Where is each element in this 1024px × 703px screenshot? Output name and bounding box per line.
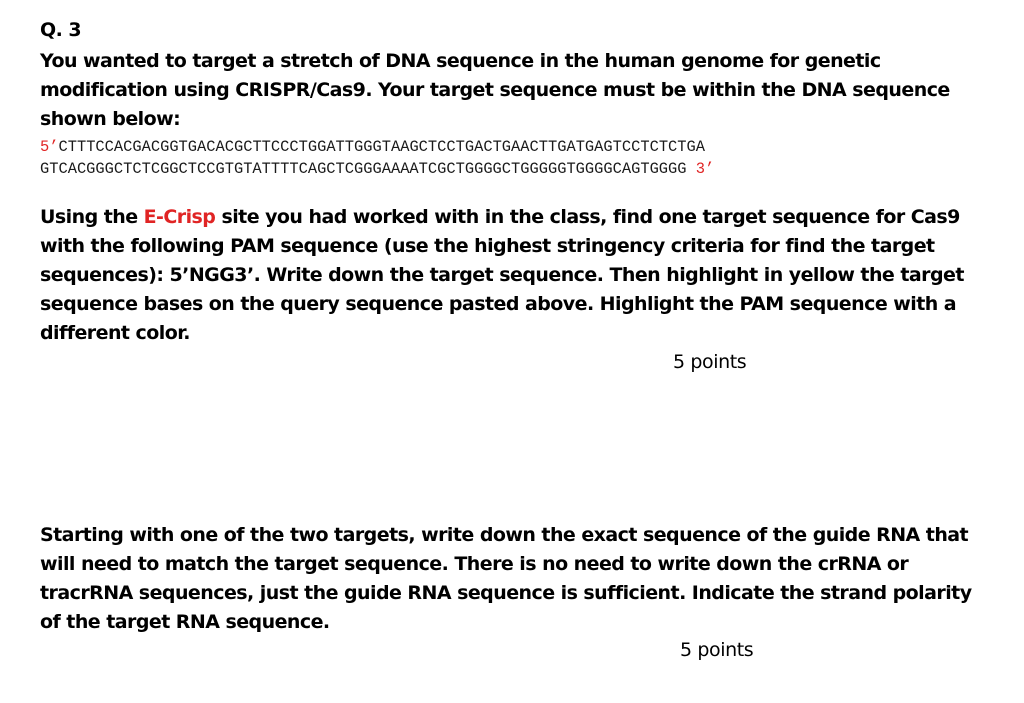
part1-text-before: Using the	[40, 206, 144, 228]
three-prime-label: 3’	[695, 160, 715, 178]
e-crisp-link: E-Crisp	[143, 206, 216, 228]
five-prime-label: 5’	[40, 138, 59, 156]
sequence-bases-line-1: CTTTCCACGACGGTGACACGCTTCCCTGGATTGGGTAAGCTCCTGACTGAACTTGATGAGTCCTCTCTGA	[58, 138, 705, 156]
question-number: Q. 3	[40, 19, 82, 41]
part2-points: 5 points	[680, 639, 754, 661]
part2-instructions: Starting with one of the two targets, write down the exact sequence of the guide RNA that will need to match the target sequence. There is no need to write down the crRNA or tracrRNA sequences, just the guide RNA sequence is sufficient. Indicate the strand polarity of the target RNA sequence.	[40, 524, 972, 633]
question-intro: You wanted to target a stretch of DNA sequence in the human genome for genetic modification using CRISPR/Cas9. Your target sequence must be within the DNA sequence shown below:	[40, 50, 950, 130]
part1-text-after: site you had worked with in the class, find one target sequence for Cas9 with the following PAM sequence (use the highest stringency criteria for find the target sequences): 5’NGG3’. Write down the target sequence. Then highlight in yellow the target sequence bases on the query sequence pasted above. Highlight the PAM sequence with a different color.	[40, 206, 964, 344]
dna-sequence-line-2	[40, 158, 714, 180]
part1-instructions	[40, 203, 980, 348]
sequence-bases-line-2: GTCACGGGCTCTCGGCTCCGTGTATTTTCAGCTCGGGAAAATCGCTGGGGCTGGGGGTGGGGCAGTGGGG	[40, 160, 687, 178]
dna-sequence-line-1	[40, 136, 705, 158]
part1-points: 5 points	[673, 351, 747, 373]
